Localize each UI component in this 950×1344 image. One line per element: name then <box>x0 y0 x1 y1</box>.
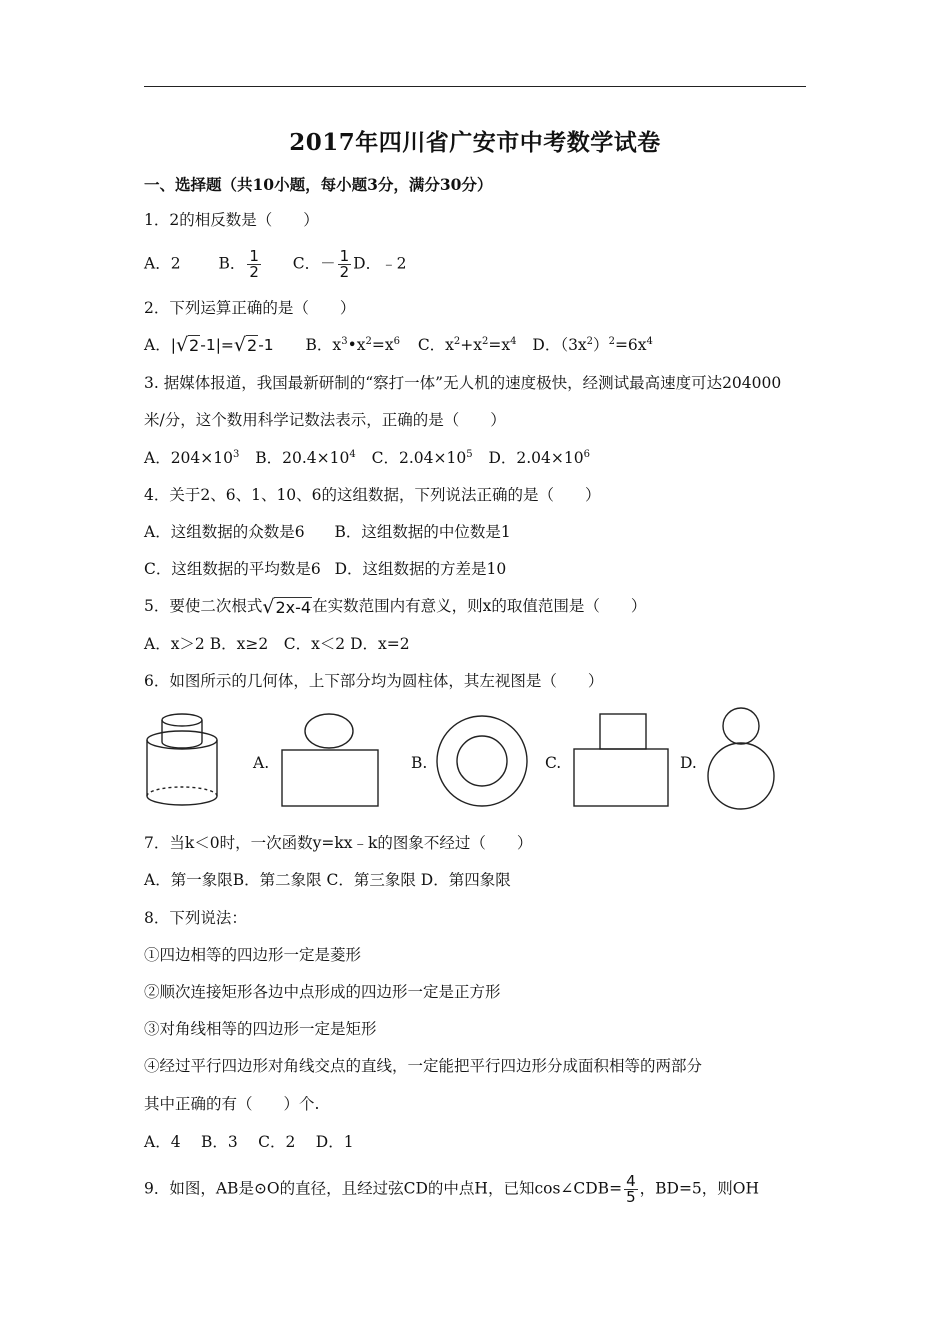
q6-label-c: C. <box>545 754 562 772</box>
q2-option-a-expr: |√2-1|=√2-1 <box>170 334 274 356</box>
page-title: 2017年四川省广安市中考数学试卷 <box>289 129 661 156</box>
q2-option-b: B．$x^3•x^2=x^6$ <box>305 335 400 354</box>
q3-options <box>144 447 590 469</box>
q3-stem-line1: 3. 据媒体报道，我国最新研制的“察打一体”无人机的速度极快，经测试最高速度可达204000 <box>144 374 782 392</box>
q8-statement-2: ②顺次连接矩形各边中点形成的四边形一定是正方形 <box>144 983 501 1001</box>
q8-stem: 8．下列说法： <box>144 909 247 927</box>
q6-label-a: A. <box>253 754 270 772</box>
q2-stem: 2．下列运算正确的是（ ） <box>144 299 356 317</box>
q2-option-d: D．$(3x^2)^2=6x^4$ <box>532 335 653 354</box>
q4-stem: 4．关于2、6、1、10、6的这组数据，下列说法正确的是（ ） <box>144 486 601 504</box>
q3-stem-line2: 米/分，这个数用科学记数法表示，正确的是（ ） <box>144 411 506 429</box>
q3-option-b: B．$20.4\times 10^4$ <box>255 448 356 467</box>
q6-label-d: D. <box>680 754 697 772</box>
q8-question: 其中正确的有（ ）个. <box>144 1095 320 1113</box>
q4-option-c: C．这组数据的平均数是6 <box>144 560 321 578</box>
q3-option-d: D．$2.04\times 10^6$ <box>488 448 590 467</box>
q6-stem: 6．如图所示的几何体，上下部分均为圆柱体，其左视图是（ ） <box>144 672 604 690</box>
q1-fraction-b: $\frac{1}{2}$ <box>249 247 259 281</box>
q1-options <box>144 249 406 280</box>
q4-option-d: D．这组数据的方差是10 <box>334 560 507 578</box>
q8-options: A．4 B．3 C．2 D．1 <box>144 1133 354 1151</box>
q3-option-c: C．$2.04\times 10^5$ <box>371 448 473 467</box>
q9-fraction: $\frac{4}{5}$ <box>626 1172 636 1206</box>
q2-option-a-label: A． <box>144 336 171 354</box>
q6-option-d-figure <box>705 706 777 816</box>
q4-options-row2 <box>144 558 506 580</box>
q1-fraction-c: $\frac{1}{2}$ <box>339 247 350 281</box>
q4-option-b: B．这组数据的中位数是1 <box>334 523 511 541</box>
q5-options: A．x＞2 B．x≥2 C．x＜2 D．x=2 <box>144 635 410 653</box>
q6-label-b: B. <box>411 754 428 772</box>
q7-stem: 7．当k＜0时，一次函数y=kx﹣k的图象不经过（ ） <box>144 834 533 852</box>
q8-statement-4: ④经过平行四边形对角线交点的直线，一定能把平行四边形分成面积相等的两部分 <box>144 1057 703 1075</box>
q2-options <box>144 334 653 357</box>
q6-option-a-figure <box>280 713 380 808</box>
q4-options-row1 <box>144 521 511 543</box>
q1-option-b: B． <box>218 254 246 273</box>
q7-options: A．第一象限B．第二象限 C．第三象限 D．第四象限 <box>144 871 511 889</box>
q1-option-d: D．﹣2 <box>353 254 407 273</box>
q1-option-a: A．2 <box>144 254 181 273</box>
q5-radical: √2x-4 <box>262 595 312 618</box>
section-heading: 一、选择题（共10小题，每小题3分，满分30分） <box>144 175 493 194</box>
q6-option-c-figure <box>572 712 670 808</box>
q6-option-b-figure <box>434 713 530 809</box>
q3-option-a: A．$204\times 10^3$ <box>144 448 240 467</box>
q2-option-c: C．$x^2+x^2=x^4$ <box>417 335 517 354</box>
q1-stem: 1．2的相反数是（ ） <box>144 211 319 229</box>
q8-statement-3: ③对角线相等的四边形一定是矩形 <box>144 1020 377 1038</box>
q8-statement-1: ①四边相等的四边形一定是菱形 <box>144 946 362 964</box>
q6-solid-figure <box>144 710 224 810</box>
q5-stem: 5．要使二次根式√2x-4在实数范围内有意义，则x的取值范围是（ ） <box>144 595 647 618</box>
q9-stem: 9．如图，AB是⊙O的直径，且经过弦CD的中点H，已知cos∠CDB= $\frac{4}{5}$ ，BD=5，则OH <box>144 1172 760 1206</box>
q4-option-a: A．这组数据的众数是6 <box>144 523 305 541</box>
q1-option-c: C．－ <box>292 254 336 273</box>
header-rule <box>144 86 806 87</box>
